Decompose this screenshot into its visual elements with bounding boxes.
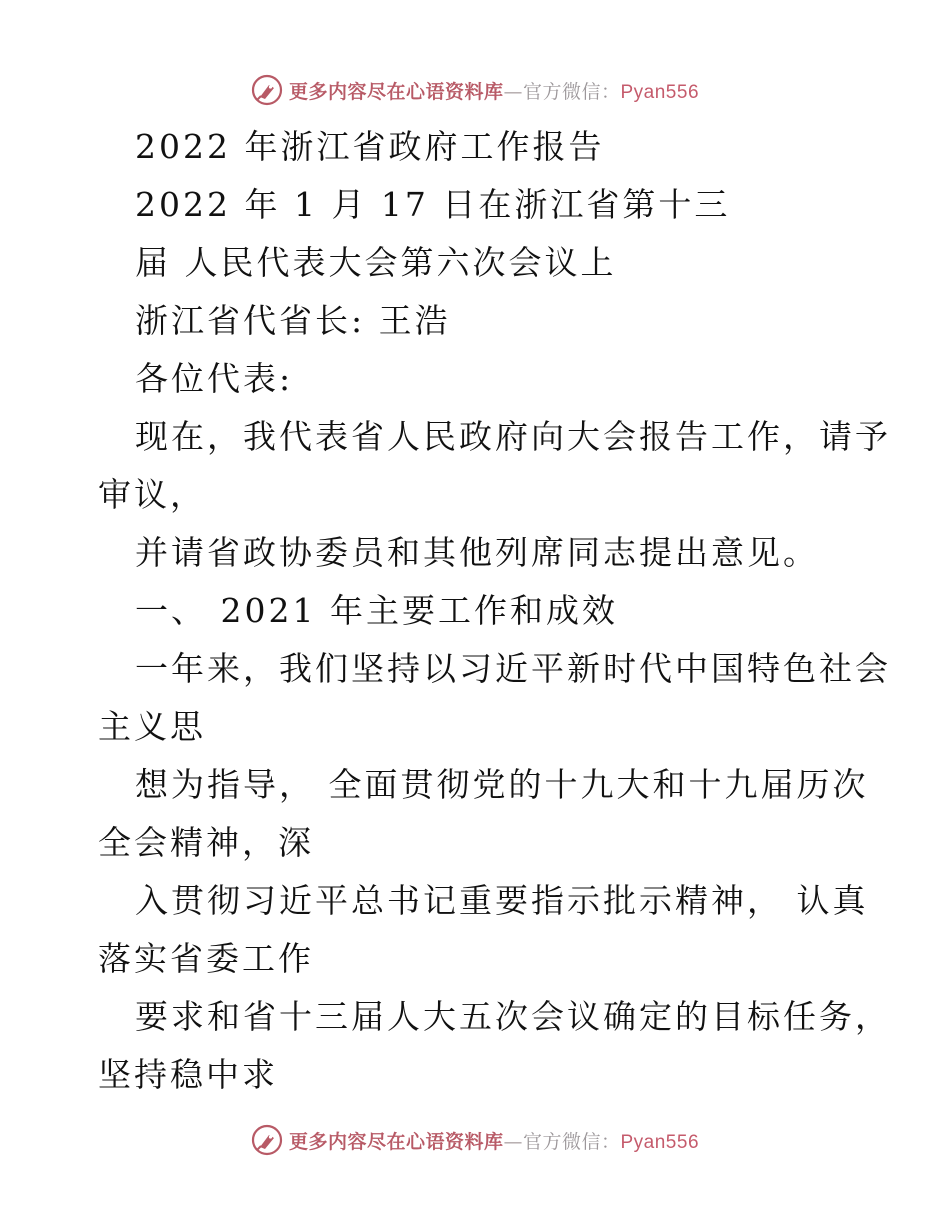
paragraph-line: 要求和省十三届人大五次会议确定的目标任务， — [135, 997, 891, 1036]
paragraph-line: 并请省政协委员和其他列席同志提出意见。 — [135, 533, 819, 572]
paragraph-line: 现在，我代表省人民政府向大会报告工作，请予 — [135, 417, 891, 456]
report-session-line: 届 人民代表大会第六次会议上 — [135, 243, 617, 282]
pen-nib-logo-icon — [251, 74, 283, 106]
banner-wechat-label: 官方微信： — [522, 1130, 621, 1153]
pen-nib-logo-icon — [251, 1124, 283, 1156]
paragraph-line: 入贯彻习近平总书记重要指示批示精神， 认真 — [135, 881, 869, 920]
paragraph-line: 想为指导， 全面贯彻党的十九大和十九届历次 — [135, 765, 869, 804]
paragraph-line: 落实省委工作 — [98, 939, 314, 978]
report-date-line: 2022 年 1 月 17 日在浙江省第十三 — [135, 185, 731, 224]
paragraph-line: 全会精神，深 — [98, 823, 314, 862]
header-banner — [0, 70, 950, 110]
paragraph-line: 审议， — [98, 475, 206, 514]
footer-banner — [0, 1120, 950, 1160]
report-title: 2022 年浙江省政府工作报告 — [135, 127, 605, 166]
banner-slogan: 更多内容尽在心语资料库 — [288, 1130, 504, 1153]
banner-wechat-id: Pyan556 — [620, 81, 700, 103]
paragraph-line: 一年来，我们坚持以习近平新时代中国特色社会 — [135, 649, 891, 688]
paragraph-line: 坚持稳中求 — [98, 1055, 278, 1094]
paragraph-line: 主义思 — [98, 707, 206, 746]
banner-dash: — — [503, 80, 523, 103]
banner-wechat-label: 官方微信： — [522, 80, 621, 103]
section-heading: 一、 2021 年主要工作和成效 — [135, 591, 618, 630]
salutation-line: 各位代表: — [135, 359, 294, 398]
banner-wechat-id: Pyan556 — [620, 1131, 700, 1153]
report-speaker-line: 浙江省代省长: 王浩 — [135, 301, 451, 340]
banner-slogan: 更多内容尽在心语资料库 — [288, 80, 504, 103]
banner-dash: — — [503, 1130, 523, 1153]
